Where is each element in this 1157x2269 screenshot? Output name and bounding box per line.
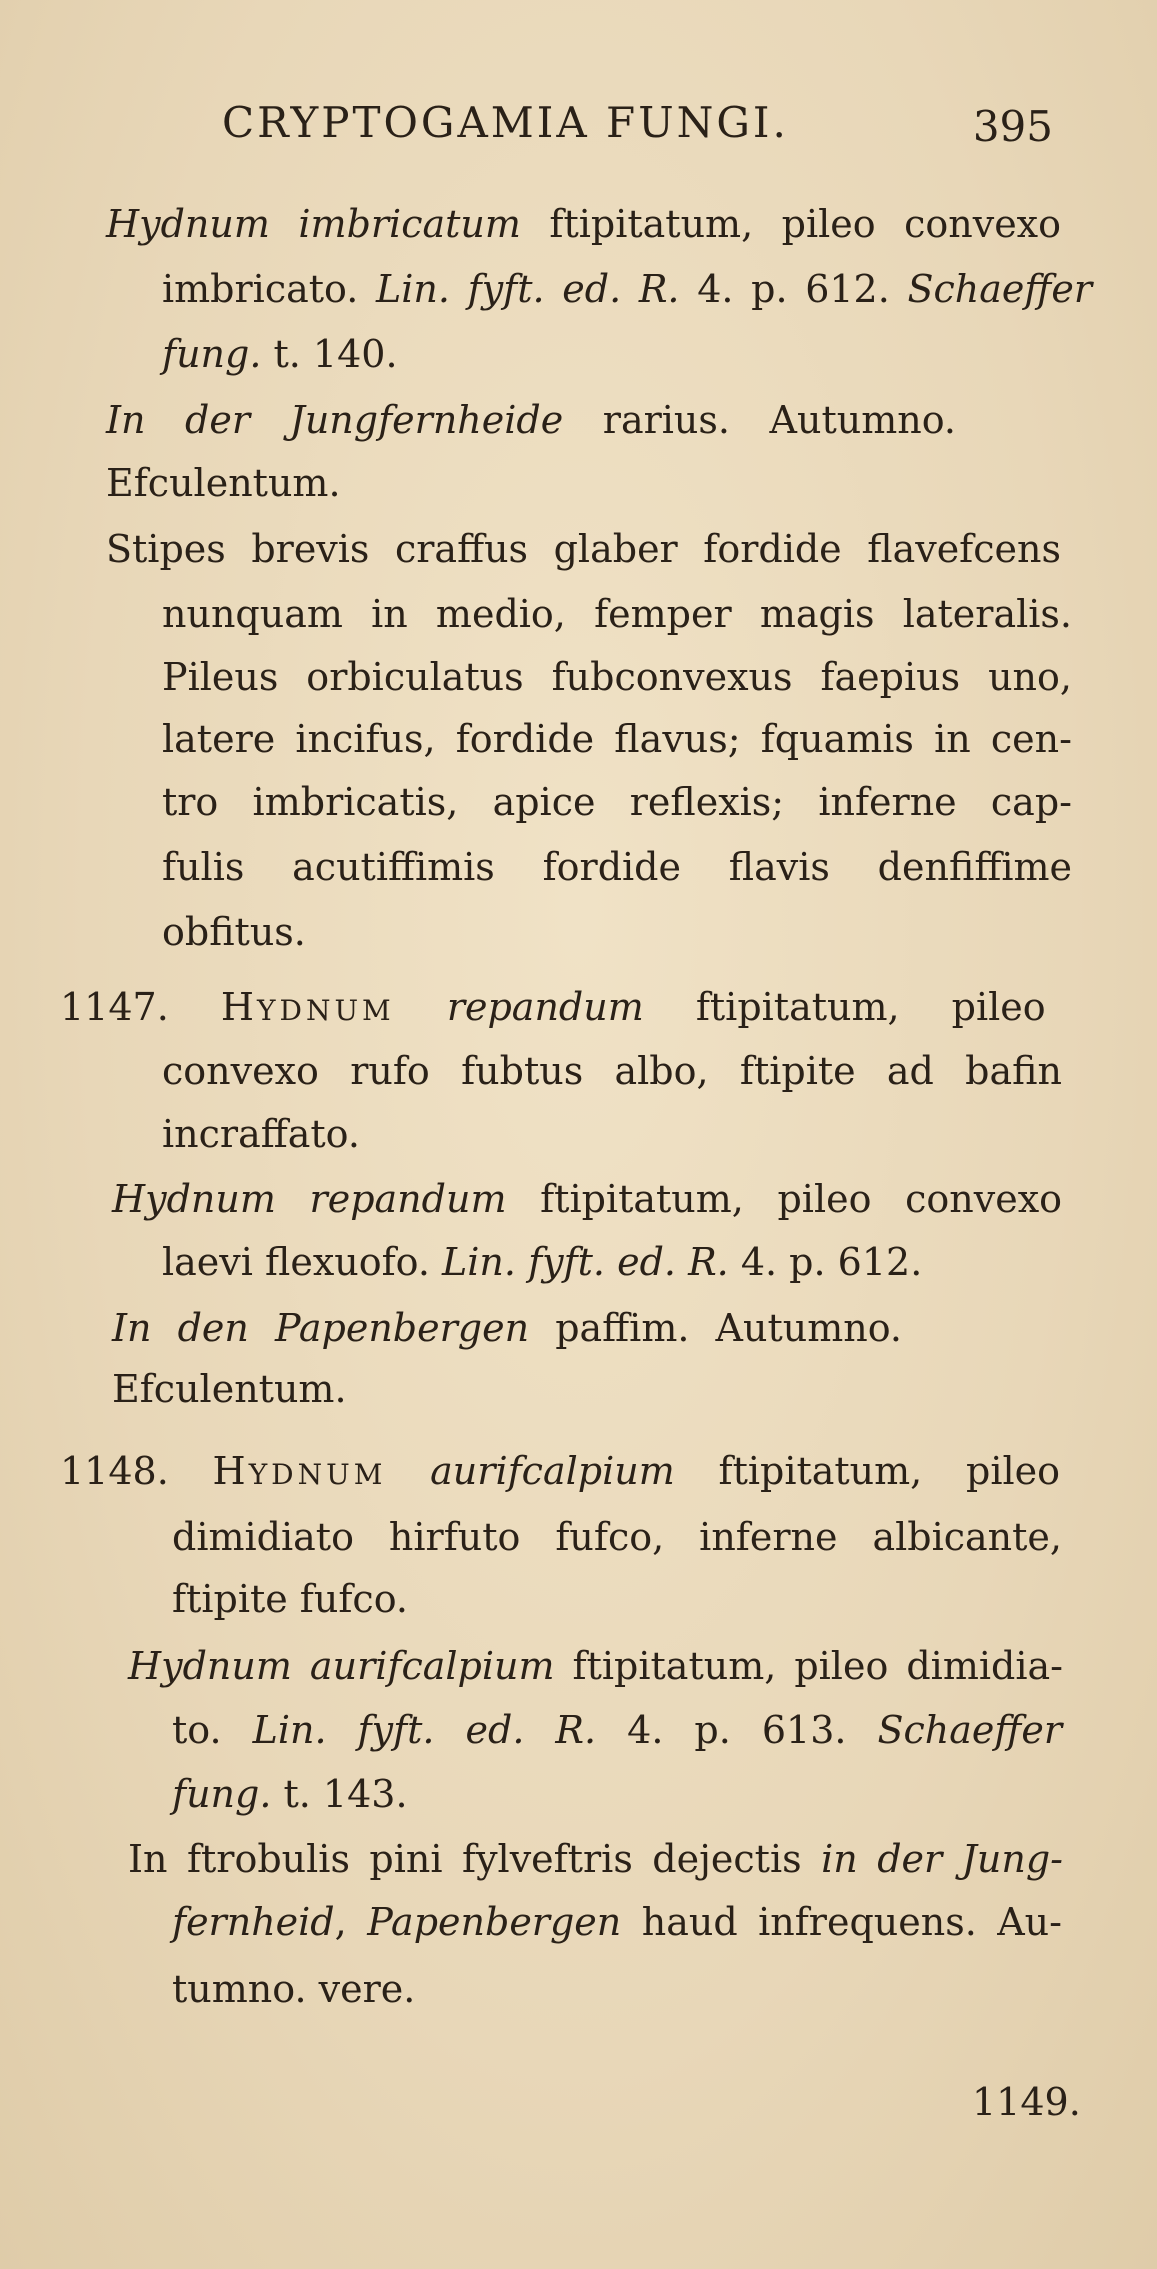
genus-rest: YDNUM — [257, 994, 395, 1027]
italic-text: fung. — [172, 1772, 272, 1816]
genus-name — [213, 1449, 387, 1493]
italic-text: Papenbergen — [367, 1900, 622, 1944]
roman-text: fulis acutiffimis fordide flavis denfiffime — [162, 845, 1072, 889]
italic-text: Lin. fyft. ed. R. — [376, 267, 680, 311]
roman-text: haud infrequens. Au- — [621, 1900, 1062, 1944]
genus-rest: YDNUM — [248, 1458, 387, 1491]
roman-text: 4. p. 612. — [679, 267, 908, 311]
italic-text: Hydnum imbricatum — [106, 202, 521, 246]
roman-text: Efculentum. — [112, 1367, 347, 1411]
roman-text: convexo rufo fubtus albo, ftipite ad bafin — [162, 1049, 1062, 1093]
roman-text: rarius. Autumno. — [563, 398, 956, 442]
italic-text: In der Jungfernheide — [106, 398, 564, 442]
roman-text: ftipitatum, pileo — [674, 1449, 1060, 1493]
italic-text: aurifcalpium — [430, 1449, 675, 1493]
roman-text: tro imbricatis, apice reflexis; inferne cap- — [162, 780, 1072, 824]
italic-text: In den Papenbergen — [112, 1306, 530, 1350]
roman-text: 4. p. 613. — [596, 1708, 878, 1752]
roman-text: ftipitatum, pileo dimidia- — [554, 1644, 1063, 1688]
roman-text: tumno. vere. — [172, 1967, 416, 2011]
genus-initial: H — [212, 1449, 249, 1493]
running-title: CRYPTOGAMIA FUNGI. — [222, 98, 789, 147]
italic-text: Hydnum repandum — [112, 1177, 507, 1221]
italic-text: Schaeffer — [877, 1708, 1062, 1752]
roman-text: to. — [172, 1708, 253, 1752]
roman-text — [395, 985, 447, 1029]
roman-text: 4. p. 612. — [728, 1240, 923, 1284]
roman-text: Efculentum. — [106, 461, 341, 505]
entry-number: 1147. — [60, 985, 221, 1029]
catchword: 1149. — [972, 2080, 1081, 2124]
entry-number: 1148. — [60, 1449, 213, 1493]
roman-text: In ftrobulis pini fylveftris dejectis — [128, 1837, 822, 1881]
roman-text: obfitus. — [162, 910, 306, 954]
roman-text: ftipite fufco. — [172, 1577, 408, 1621]
roman-text: laevi flexuofo. — [162, 1240, 443, 1284]
genus-name — [221, 985, 395, 1029]
italic-text: Lin. fyft. ed. R. — [442, 1240, 729, 1284]
page-number: 395 — [972, 102, 1053, 151]
roman-text: ftipitatum, pileo convexo — [520, 202, 1061, 246]
roman-text: ftipitatum, pileo convexo — [506, 1177, 1062, 1221]
italic-text: fung. — [162, 332, 262, 376]
italic-text: in der Jung- — [821, 1837, 1063, 1881]
roman-text: Stipes brevis craffus glaber fordide flavefcens — [106, 527, 1061, 571]
roman-text: t. 143. — [271, 1772, 408, 1816]
italic-text: Hydnum aurifcalpium — [128, 1644, 555, 1688]
roman-text: dimidiato hirfuto fufco, inferne albicante, — [172, 1515, 1062, 1559]
roman-text: nunquam in medio, femper magis lateralis. — [162, 592, 1072, 636]
roman-text — [386, 1449, 430, 1493]
roman-text: paffim. Autumno. — [529, 1306, 903, 1350]
italic-text: repandum — [446, 985, 644, 1029]
italic-text: Lin. fyft. ed. R. — [252, 1708, 597, 1752]
page-header — [222, 98, 1057, 158]
italic-text: Schaeffer — [907, 267, 1092, 311]
roman-text: imbricato. — [162, 267, 377, 311]
roman-text: Pileus orbiculatus fubconvexus faepius uno, — [162, 655, 1072, 699]
roman-text: ftipitatum, pileo — [643, 985, 1046, 1029]
roman-text: latere incifus, fordide flavus; fquamis in cen- — [162, 717, 1072, 761]
genus-initial: H — [220, 985, 258, 1029]
italic-text: fernheid — [172, 1900, 335, 1944]
roman-text: incraffato. — [162, 1112, 360, 1156]
roman-text: , — [334, 1900, 368, 1944]
roman-text: t. 140. — [261, 332, 398, 376]
